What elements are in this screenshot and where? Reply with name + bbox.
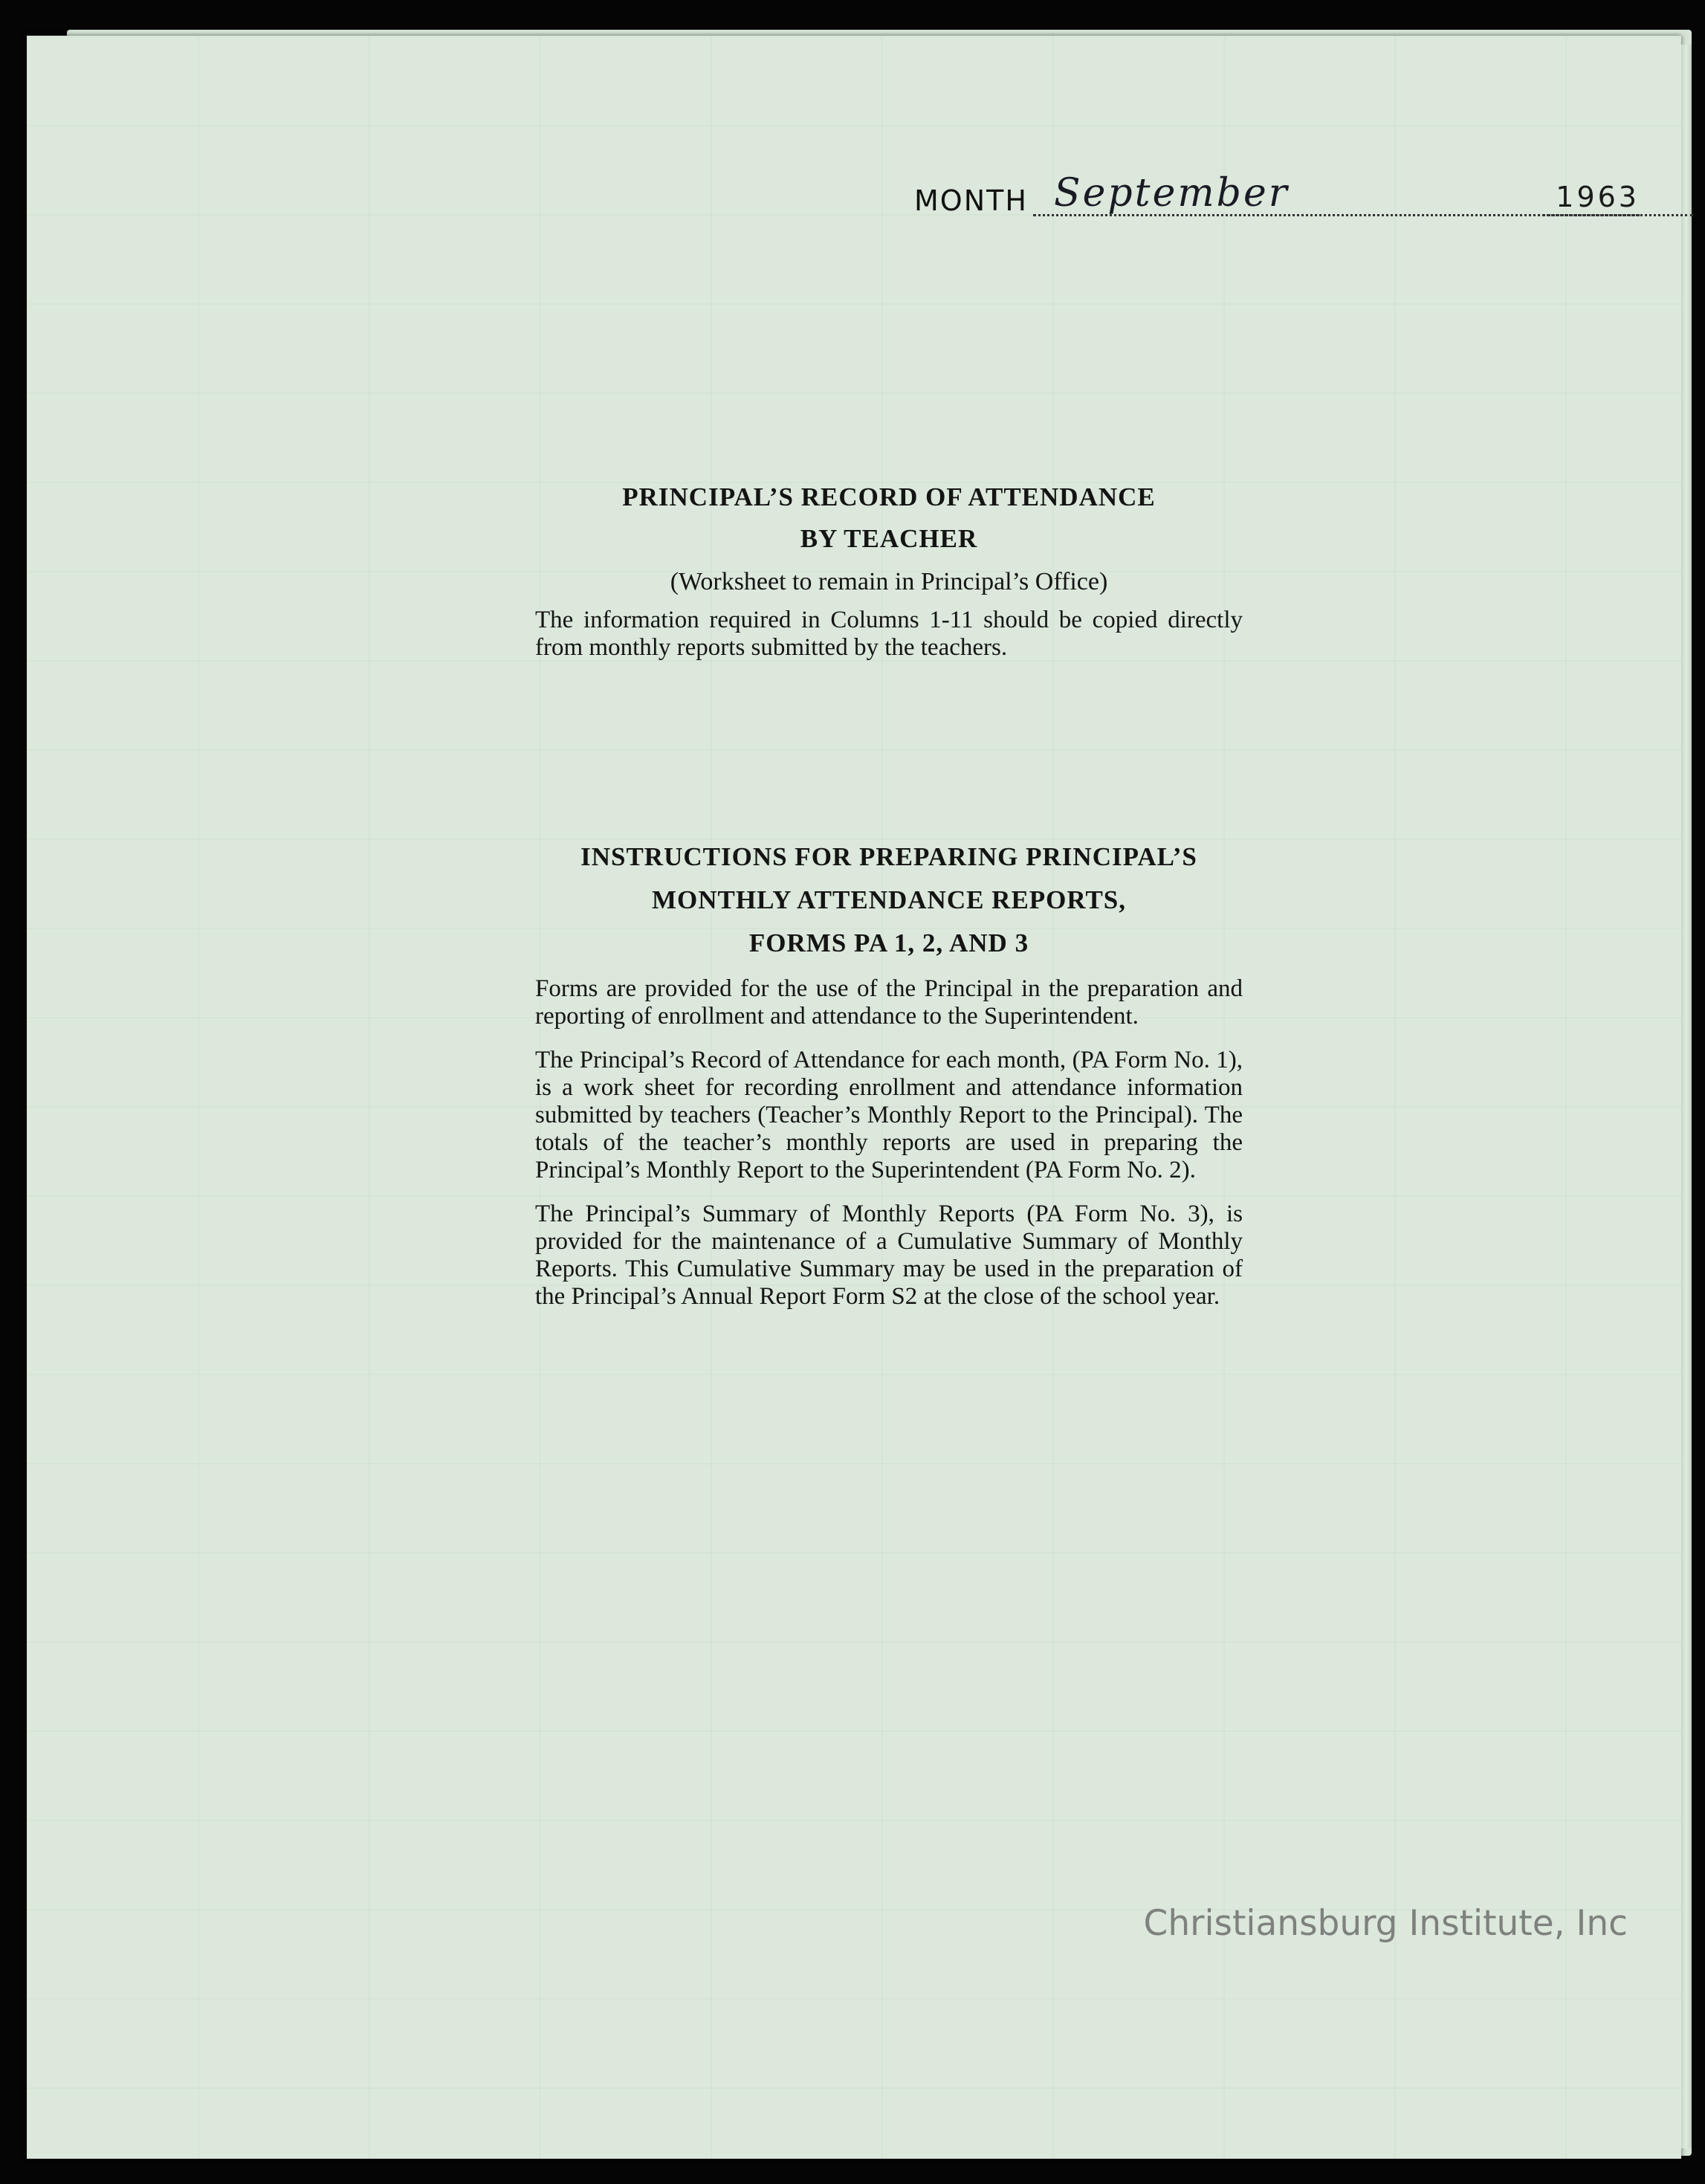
instructions-paragraph-3: The Principal’s Summary of Monthly Reports (PA Form No. 3), is provided for the maintenance of a Cumulative Summary of Monthly Reports. This Cumulative Summary may be used in the preparation of the Principal’s Annual Report Form S2 at the close of the school year.	[535, 1201, 1243, 1310]
instructions-title-line3: FORMS PA 1, 2, AND 3	[748, 928, 1029, 957]
record-title-line1: PRINCIPAL’S RECORD OF ATTENDANCE	[622, 482, 1156, 511]
instructions-section	[535, 836, 1243, 1327]
month-handwritten-value: September	[1054, 171, 1290, 216]
instructions-title-line2: MONTHLY ATTENDANCE REPORTS,	[651, 885, 1127, 914]
record-section	[535, 476, 1243, 678]
instructions-paragraph-1: Forms are provided for the use of the Principal in the preparation and reporting of enrollment and attendance to the Superintendent.	[535, 975, 1243, 1030]
stacked-pages-edge	[1681, 45, 1692, 2148]
watermark-text: Christiansburg Institute, Inc	[1143, 1903, 1628, 1944]
record-title-line2: BY TEACHER	[800, 524, 978, 553]
record-subtitle: (Worksheet to remain in Principal’s Office)	[670, 568, 1108, 595]
month-label: MONTH	[914, 184, 1028, 217]
year-value: 1963	[1543, 183, 1640, 216]
month-field	[914, 171, 1643, 223]
instructions-paragraph-2: The Principal’s Record of Attendance for each month, (PA Form No. 1), is a work sheet for recording enrollment and attendance information submitted by teachers (Teacher’s Monthly Report to the Principal). The totals of the teacher’s monthly reports are used in preparing the Principal’s Monthly Report to the Superintendent (PA Form No. 2).	[535, 1047, 1243, 1183]
instructions-title-line1: INSTRUCTIONS FOR PREPARING PRINCIPAL’S	[580, 842, 1197, 871]
record-body: The information required in Columns 1-11 should be copied directly from monthly reports submitted by the teachers.	[535, 607, 1243, 661]
